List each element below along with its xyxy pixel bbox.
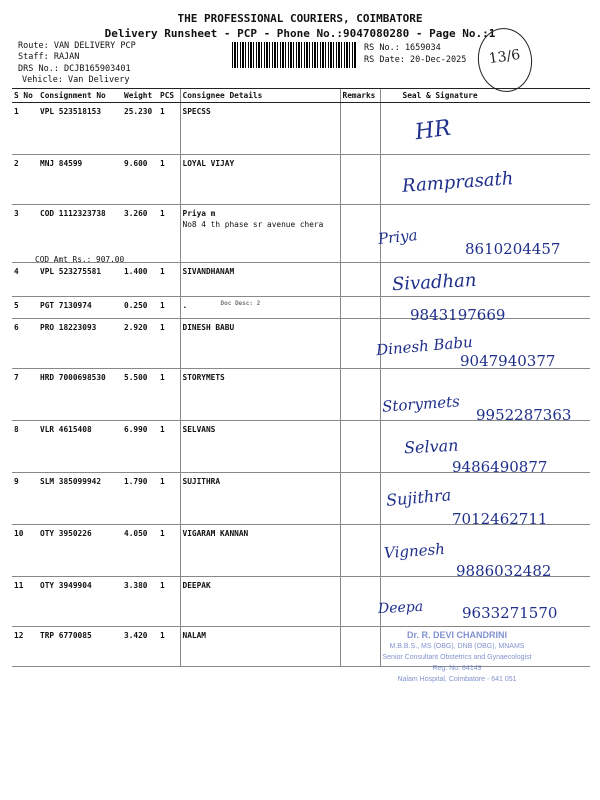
table-header-row — [12, 89, 590, 103]
row-consignment: VLR 4615408 — [38, 421, 122, 473]
col-remarks: Remarks — [340, 89, 380, 103]
row-consignment: VPL 523275581 — [38, 263, 122, 297]
row-weight: 0.250 — [122, 297, 158, 319]
signature-row-8: Selvan — [403, 435, 459, 458]
runsheet-subtitle: Delivery Runsheet - PCP - Phone No.:9047080280 - Page No.:1 — [104, 27, 496, 40]
phone-row-10: 9886032482 — [456, 562, 552, 580]
signature-row-11: Deepa — [377, 598, 424, 618]
row-pcs: 1 — [158, 577, 180, 627]
row-remarks — [340, 577, 380, 627]
drs-number: DRS No.: DCJB165903401 — [18, 64, 131, 74]
row-consignment: SLM 385099942 — [38, 473, 122, 525]
row-consignment: PRO 18223093 — [38, 319, 122, 369]
phone-row-8: 9486490877 — [452, 458, 548, 476]
stamp-line: M.B.B.S., MS (OBG), DNB (OBG), MNAMS — [389, 643, 525, 650]
col-sno: S No — [12, 89, 38, 103]
signature-row-10: Vignesh — [383, 539, 446, 563]
row-remarks — [340, 263, 380, 297]
row-weight: 5.500 — [122, 369, 158, 421]
row-weight: 1.400 — [122, 263, 158, 297]
row-sno: 10 — [12, 525, 38, 577]
row-pcs: 1 — [158, 627, 180, 667]
row-consignment: VPL 523518153 — [38, 103, 122, 155]
phone-row-3: 8610204457 — [465, 240, 561, 258]
row-consignee: LOYAL VIJAY — [180, 155, 340, 205]
row-weight: 3.420 — [122, 627, 158, 667]
row-consignee: STORYMETS — [180, 369, 340, 421]
col-pcs: PCS — [158, 89, 180, 103]
vehicle-label: Vehicle: Van Delivery — [22, 75, 130, 85]
row-consignee: SIVANDHANAM — [180, 263, 340, 297]
rs-date: RS Date: 20-Dec-2025 — [364, 55, 467, 65]
row-consignee — [180, 205, 340, 263]
row-consignee: SUJITHRA — [180, 473, 340, 525]
row-sno: 5 — [12, 297, 38, 319]
row-consignment: OTY 3950226 — [38, 525, 122, 577]
row-consignee: DINESH BABU — [180, 319, 340, 369]
row-consignment: HRD 7000698530 — [38, 369, 122, 421]
col-consignee: Consignee Details — [180, 89, 340, 103]
phone-row-5: 9843197669 — [410, 306, 506, 324]
row-consignment: MNJ 84599 — [38, 155, 122, 205]
row-sno: 9 — [12, 473, 38, 525]
row-pcs: 1 — [158, 205, 180, 263]
row-remarks — [340, 319, 380, 369]
row-consignment: TRP 6770085 — [38, 627, 122, 667]
doctor-stamp — [372, 630, 542, 685]
row-pcs: 1 — [158, 103, 180, 155]
row-sno: 2 — [12, 155, 38, 205]
consignee-name: Priya m — [182, 209, 216, 218]
row-pcs: 1 — [158, 369, 180, 421]
row-consignee — [180, 297, 340, 319]
row-remarks — [340, 103, 380, 155]
row-consignment: OTY 3949904 — [38, 577, 122, 627]
staff-label: Staff: RAJAN — [18, 52, 80, 62]
row-remarks — [340, 155, 380, 205]
row-remarks — [340, 525, 380, 577]
phone-row-6: 9047940377 — [460, 352, 556, 370]
row-remarks — [340, 369, 380, 421]
signature-row-6: Dinesh Babu — [375, 332, 474, 360]
stamp-line: Reg. No. 84149 — [432, 665, 482, 672]
row-consignee: SPECSS — [180, 103, 340, 155]
row-sno: 4 — [12, 263, 38, 297]
consignee-name: . — [182, 301, 188, 310]
col-consignment: Consignment No — [38, 89, 122, 103]
row-sno: 7 — [12, 369, 38, 421]
col-signature: Seal & Signature — [380, 89, 590, 103]
row-weight: 3.380 — [122, 577, 158, 627]
row-sno: 12 — [12, 627, 38, 667]
table-row — [12, 263, 590, 297]
row-sno: 6 — [12, 319, 38, 369]
row-weight: 25.230 — [122, 103, 158, 155]
row-weight: 1.790 — [122, 473, 158, 525]
signature-row-3: Priya — [377, 225, 419, 249]
company-title: THE PROFESSIONAL COURIERS, COIMBATORE — [177, 12, 423, 25]
row-pcs: 1 — [158, 319, 180, 369]
row-signature — [380, 103, 590, 155]
row-sno: 11 — [12, 577, 38, 627]
phone-row-9: 7012462711 — [452, 510, 548, 528]
doc-desc: Doc Desc: 2 — [220, 300, 261, 307]
signature-row-9: Sujithra — [385, 485, 452, 510]
rs-number: RS No.: 1659034 — [364, 43, 441, 53]
signature-row-7: Storymets — [381, 392, 461, 416]
row-sno: 1 — [12, 103, 38, 155]
row-consignment: PGT 7130974 — [38, 297, 122, 319]
signature-row-1: HR — [413, 115, 453, 146]
phone-row-7: 9952287363 — [476, 406, 572, 424]
row-consignee: DEEPAK — [180, 577, 340, 627]
table-row — [12, 103, 590, 155]
stamp-line: Senior Consultant Obstetrics and Gynaecologist — [382, 654, 532, 661]
row-consignee: NALAM — [180, 627, 340, 667]
signature-row-4: Sivadhan — [391, 269, 477, 296]
row-sno: 3 — [12, 205, 38, 263]
row-pcs: 1 — [158, 421, 180, 473]
row-pcs: 1 — [158, 155, 180, 205]
col-weight: Weight — [122, 89, 158, 103]
row-weight: 3.260 — [122, 205, 158, 263]
row-remarks — [340, 421, 380, 473]
stamp-line: Nalam Hospital, Coimbatore - 641 051 — [397, 676, 517, 683]
route-label: Route: VAN DELIVERY PCP — [18, 41, 136, 51]
row-remarks — [340, 297, 380, 319]
row-weight: 6.990 — [122, 421, 158, 473]
row-consignee: SELVANS — [180, 421, 340, 473]
phone-row-11: 9633271570 — [462, 604, 558, 622]
handwritten-circled-note: 13/6 — [474, 25, 536, 96]
row-pcs: 1 — [158, 297, 180, 319]
row-pcs: 1 — [158, 473, 180, 525]
row-weight: 9.600 — [122, 155, 158, 205]
row-remarks — [340, 473, 380, 525]
row-consignee: VIGARAM KANNAN — [180, 525, 340, 577]
row-remarks — [340, 205, 380, 263]
stamp-line: Dr. R. DEVI CHANDRINI — [406, 630, 507, 640]
consignment-number: COD 1112323738 — [40, 209, 106, 218]
row-pcs: 1 — [158, 525, 180, 577]
barcode — [232, 42, 357, 68]
cod-amount: COD Amt Rs.: 907.00 — [35, 255, 125, 264]
consignee-address: No8 4 th phase sr avenue chera — [182, 220, 324, 229]
signature-row-2: Ramprasath — [401, 168, 515, 197]
row-consignment — [35, 205, 125, 264]
row-weight: 4.050 — [122, 525, 158, 577]
row-sno: 8 — [12, 421, 38, 473]
row-weight: 2.920 — [122, 319, 158, 369]
row-pcs: 1 — [158, 263, 180, 297]
